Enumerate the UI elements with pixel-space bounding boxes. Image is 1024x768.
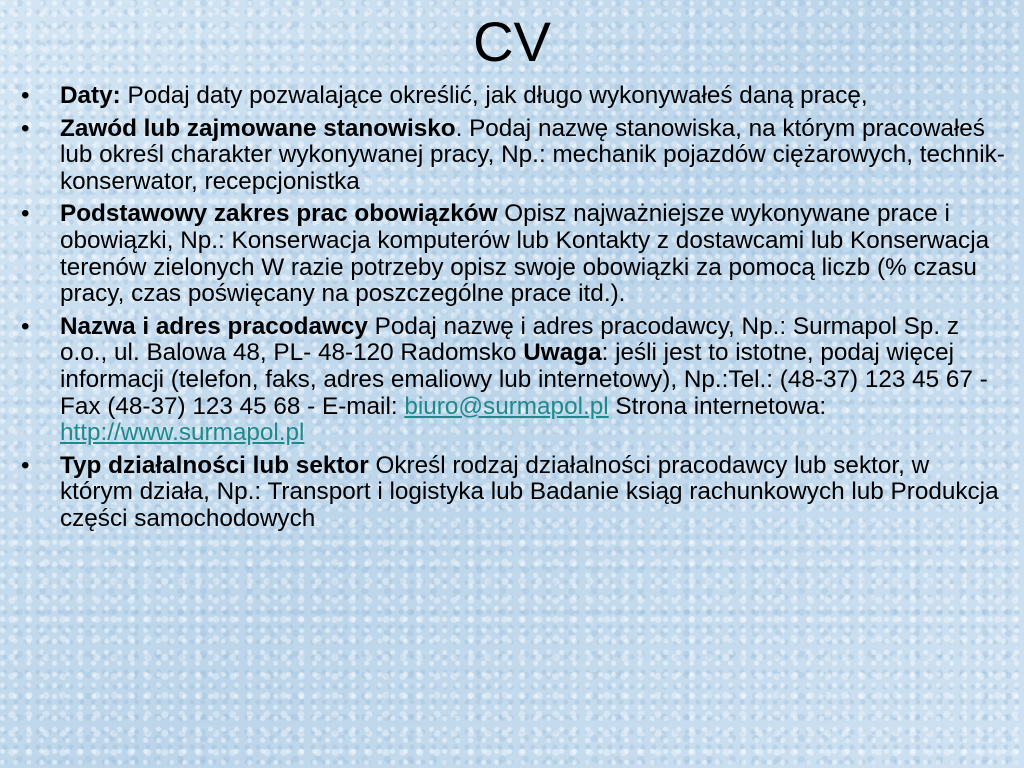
list-item-dates: [21, 82, 1005, 110]
item-label: Daty:: [60, 82, 121, 109]
email-link[interactable]: biuro@surmapol.pl: [404, 392, 609, 420]
item-label: Podstawowy zakres prac obowiązków: [60, 200, 498, 228]
list-item-position: [21, 114, 1005, 196]
item-text: Podaj daty pozwalające określić, jak długo wykonywałeś daną pracę,: [120, 82, 868, 109]
note-label: Uwaga: [523, 339, 602, 367]
bullet-icon: •: [21, 200, 30, 228]
item-text: . Podaj nazwę stanowiska, na którym pracowałeś lub określ charakter wykonywanej pracy, Np.: mechanik pojazdów ciężarowych, technik-konserwator, recepcjonistka: [60, 114, 1005, 195]
bullet-icon: •: [21, 114, 30, 142]
list-item-employer: [21, 312, 1005, 447]
item-text: : jeśli jest to istotne, podaj więcej informacji (telefon, faks, adres emaliowy lub internetowy), Np.:Tel.: (48-37) 123 45 67 - Fax (48-37) 123 45 68 - E-mail:: [60, 339, 988, 420]
list-item-duties: [21, 200, 1005, 308]
bullet-icon: •: [21, 82, 30, 109]
item-text: Opisz najważniejsze wykonywane prace i obowiązki, Np.: Konserwacja komputerów lub Kontakty z dostawcami lub Konserwacja terenów zielonych W razie potrzeby opisz swoje obowiązki za pomocą liczb (% czasu pracy, czas poświęcany na poszczególne prace itd.).: [60, 200, 990, 308]
item-text: Strona internetowa:: [608, 392, 827, 420]
slide-title: CV: [473, 10, 551, 73]
item-label: Typ działalności lub sektor: [60, 451, 369, 479]
item-text: Określ rodzaj działalności pracodawcy lub sektor, w którym działa, Np.: Transport i logistyka lub Badanie ksiąg rachunkowych lub Produkcja części samochodowych: [60, 451, 999, 532]
item-label: Nazwa i adres pracodawcy: [60, 312, 368, 340]
bullet-list: [21, 82, 1005, 539]
bullet-icon: •: [21, 451, 30, 479]
website-link[interactable]: http://www.surmapol.pl: [60, 419, 305, 447]
item-text: Podaj nazwę i adres pracodawcy, Np.: Surmapol Sp. z o.o., ul. Balowa 48, PL- 48-120 Radomsko: [60, 312, 959, 367]
item-label: Zawód lub zajmowane stanowisko: [60, 114, 456, 142]
list-item-sector: [21, 451, 1005, 533]
bullet-icon: •: [21, 312, 30, 340]
